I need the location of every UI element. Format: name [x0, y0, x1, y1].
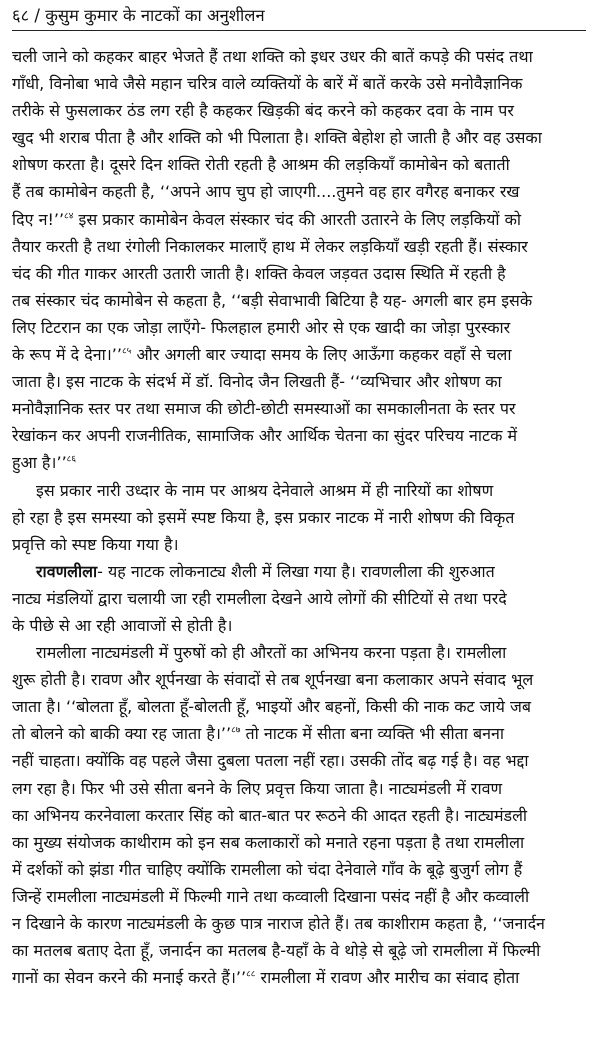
- text-line: न दिखाने के कारण नाट्यमंडली के कुछ पात्र नाराज होते हैं। तब काशीराम कहता है, ‘‘जनार्दन: [12, 914, 545, 933]
- quote-end: तो बोलने को बाकी क्या रह जाता है।’’: [12, 724, 232, 744]
- footnote-ref: ८७: [231, 726, 241, 737]
- page-number: ६८: [12, 6, 30, 25]
- text-segment: तो नाटक में सीता बना व्यक्ति भी सीता बनना: [240, 724, 505, 744]
- footnote-ref: ८६: [66, 455, 77, 466]
- text-line: के पीछे से आ रही आवाजों से होती है।: [12, 615, 233, 635]
- text-line: लिए टिटरान का एक जोड़ा लाएँगे- फिलहाल हमारी ओर से एक खादी का जोड़ा पुरस्कार: [12, 317, 511, 337]
- header-separator: /: [34, 6, 40, 25]
- quote-end: के रूप में दे देना।’’: [12, 345, 122, 365]
- quote-end: दिए न!’’: [12, 209, 65, 229]
- text-line: तरीके से फुसलाकर ठंड लग रही है कहकर खिड़की बंद करने को कहकर दवा के नाम पर: [12, 101, 514, 121]
- text-segment: इस प्रकार कामोबेन केवल संस्कार चंद की आरती उतारने के लिए लड़कियों को: [73, 209, 522, 229]
- text-line: जाता है। ‘‘बोलता हूँ, बोलता हूँ-बोलती हूँ, भाइयों और बहनों, किसी की नाक कट जाये जब: [12, 697, 532, 717]
- text-line: रामलीला नाट्यमंडली में पुरुषों को ही औरतों का अभिनय करना पड़ता है। रामलीला: [36, 643, 507, 663]
- paragraph-2: [12, 477, 586, 558]
- text-line: चली जाने को कहकर बाहर भेजते हैं तथा शक्ति को इधर उधर की बातें कपड़े की पसंद तथा: [12, 47, 533, 66]
- section-title: रावणलीला: [36, 561, 98, 581]
- text-line: जाता है। इस नाटक के संदर्भ में डॉ. विनोद जैन लिखती हैं- ‘‘व्यभिचार और शोषण का: [12, 372, 502, 392]
- text-line: इस प्रकार नारी उध्दार के नाम पर आश्रय देनेवाले आश्रम में ही नारियों का शोषण: [36, 480, 494, 500]
- text-line: जिन्हें रामलीला नाट्यमंडली में फिल्मी गाने तथा कव्वाली दिखाना पसंद नहीं है और कव्वाली: [12, 886, 530, 906]
- text-line: [12, 720, 586, 747]
- text-line: नहीं चाहता। क्योंकि वह पहले जैसा दुबला पतला नहीं रहा। उसकी तोंद बढ़ गई है। वह भद्दा: [12, 751, 529, 771]
- footnote-ref: ८४: [64, 211, 74, 222]
- quote-end: हुआ है।’’: [12, 453, 67, 473]
- text-line: का मुख्य संयोजक काथीराम को इन सब कलाकारों को मनाते रहना पड़ता है तथा रामलीला: [12, 832, 525, 852]
- text-segment: - यह नाटक लोकनाट्य शैली में लिखा गया है। रावणलीला की शुरुआत: [97, 561, 495, 581]
- text-line: में दर्शकों को झंडा गीत चाहिए क्योंकि रामलीला को चंदा देनेवाले गाँव के बूढ़े बुजुर्ग लोग हैं: [12, 859, 523, 879]
- text-line: [12, 449, 586, 476]
- text-line: हैं तब कामोबेन कहती है, ‘‘अपने आप चुप हो जाएगी....तुमने वह हार वगैरह बनाकर रख: [12, 182, 520, 202]
- text-segment: रामलीला में रावण और मारीच का संवाद होता: [255, 968, 520, 988]
- text-segment: और अगली बार ज्यादा समय के लिए आऊँगा कहकर वहाँ से चला: [131, 345, 512, 365]
- text-line: [12, 964, 586, 991]
- quote-end: गानों का सेवन करने की मनाई करते हैं।’’: [12, 968, 247, 988]
- text-line: नाट्य मंडलियों द्वारा चलायी जा रही रामलीला देखने आये लोगों की सीटियों से तथा परदे: [12, 588, 507, 608]
- text-line: मनोवैज्ञानिक स्तर पर तथा समाज की छोटी-छोटी समस्याओं का समकालीनता के स्तर पर: [12, 399, 516, 419]
- header-rule: [12, 30, 586, 31]
- paragraph-3: [12, 558, 586, 639]
- book-title: कुसुम कुमार के नाटकों का अनुशीलन: [45, 6, 265, 25]
- text-line: चंद की गीत गाकर आरती उतारी जाती है। शक्ति केवल जड़वत उदास स्थिति में रहती है: [12, 263, 506, 283]
- paragraph-1: [12, 43, 586, 477]
- text-line: प्रवृत्ति को स्पष्ट किया गया है।: [12, 534, 179, 554]
- text-line: शोषण करता है। दूसरे दिन शक्ति रोती रहती है आश्रम की लड़कियाँ कामोबेन को बताती: [12, 155, 510, 175]
- text-line: लग रहा है। फिर भी उसे सीता बनने के लिए प्रवृत्त किया जाता है। नाट्यमंडली में रावण: [12, 778, 503, 798]
- text-line: [12, 341, 586, 368]
- text-line: रेखांकन कर अपनी राजनीतिक, सामाजिक और आर्थिक चेतना का सुंदर परिचय नाटक में: [12, 426, 518, 446]
- text-line: शुरू होती है। रावण और शूर्पनखा के संवादों से तब शूर्पनखा बना कलाकार अपने संवाद भूल: [12, 670, 534, 690]
- footnote-ref: ८८: [246, 969, 256, 980]
- paragraph-4: [12, 639, 586, 991]
- text-line: तब संस्कार चंद कामोबेन से कहता है, ‘‘बड़ी सेवाभावी बिटिया है यह- अगली बार हम इसके: [12, 290, 533, 310]
- text-line: [12, 558, 586, 585]
- text-line: हो रहा है इस समस्या को इसमें स्पष्ट किया है, इस प्रकार नाटक में नारी शोषण की विकृत: [12, 507, 515, 527]
- text-line: खुद भी शराब पीता है और शक्ति को भी पिलाता है। शक्ति बेहोश हो जाती है और वह उसका: [12, 128, 542, 148]
- text-line: का मतलब बताए देता हूँ, जनार्दन का मतलब है-यहाँ के वे थोड़े से बूढ़े जो रामलीला में फिल्मी: [12, 941, 541, 961]
- running-header: [12, 4, 586, 30]
- text-line: तैयार करती है तथा रंगोली निकालकर मालाएँ हाथ में लेकर लड़कियाँ खड़ी रहती हैं। संस्कार: [12, 236, 528, 256]
- text-line: [12, 206, 586, 233]
- footnote-ref: ८५: [121, 346, 132, 357]
- text-line: का अभिनय करनेवाला करतार सिंह को बात-बात पर रूठने की आदत रहती है। नाट्यमंडली: [12, 805, 528, 825]
- text-line: गाँधी, विनोबा भावे जैसे महान चरित्र वाले व्यक्तियों के बारें में बातें करके उसे मनोवैज्ञानिक: [12, 74, 523, 94]
